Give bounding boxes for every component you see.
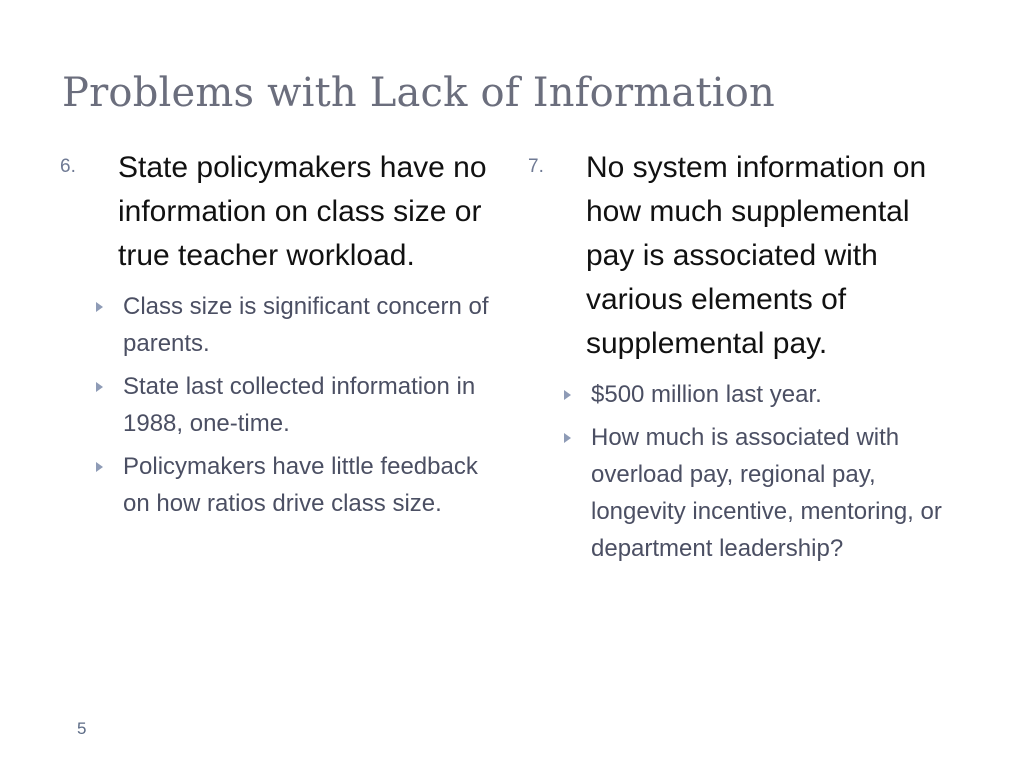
triangle-bullet-icon — [96, 462, 103, 472]
triangle-bullet-icon — [564, 390, 571, 400]
sub-bullet-text: How much is associated with overload pay, regional pay, longevity incentive, mentoring, or department leadership? — [591, 424, 942, 562]
triangle-bullet-icon — [96, 382, 103, 392]
sub-bullet-text: Class size is significant concern of parents. — [123, 293, 489, 357]
slide-title: Problems with Lack of Information — [62, 70, 775, 116]
sub-bullet-item — [94, 368, 500, 442]
sub-bullet-text: State last collected information in 1988, one-time. — [123, 373, 476, 437]
right-column — [528, 146, 948, 573]
sub-bullet-list — [562, 376, 948, 567]
point-text: State policymakers have no information on class size or true teacher workload. — [118, 151, 487, 272]
left-column — [60, 146, 500, 528]
sub-bullet-item — [94, 448, 500, 522]
numbered-point-7 — [528, 146, 948, 366]
sub-bullet-list — [94, 288, 500, 522]
point-number: 7. — [528, 156, 544, 177]
numbered-point-6 — [60, 146, 500, 278]
slide-page-number: 5 — [77, 719, 87, 738]
sub-bullet-text: $500 million last year. — [591, 381, 822, 408]
point-text: No system information on how much supplemental pay is associated with various elements of supplemental pay. — [586, 151, 927, 360]
sub-bullet-item — [562, 376, 948, 413]
sub-bullet-text: Policymakers have little feedback on how ratios drive class size. — [123, 453, 478, 517]
triangle-bullet-icon — [96, 302, 103, 312]
sub-bullet-item — [94, 288, 500, 362]
sub-bullet-item — [562, 419, 948, 567]
point-number: 6. — [60, 156, 76, 177]
triangle-bullet-icon — [564, 433, 571, 443]
